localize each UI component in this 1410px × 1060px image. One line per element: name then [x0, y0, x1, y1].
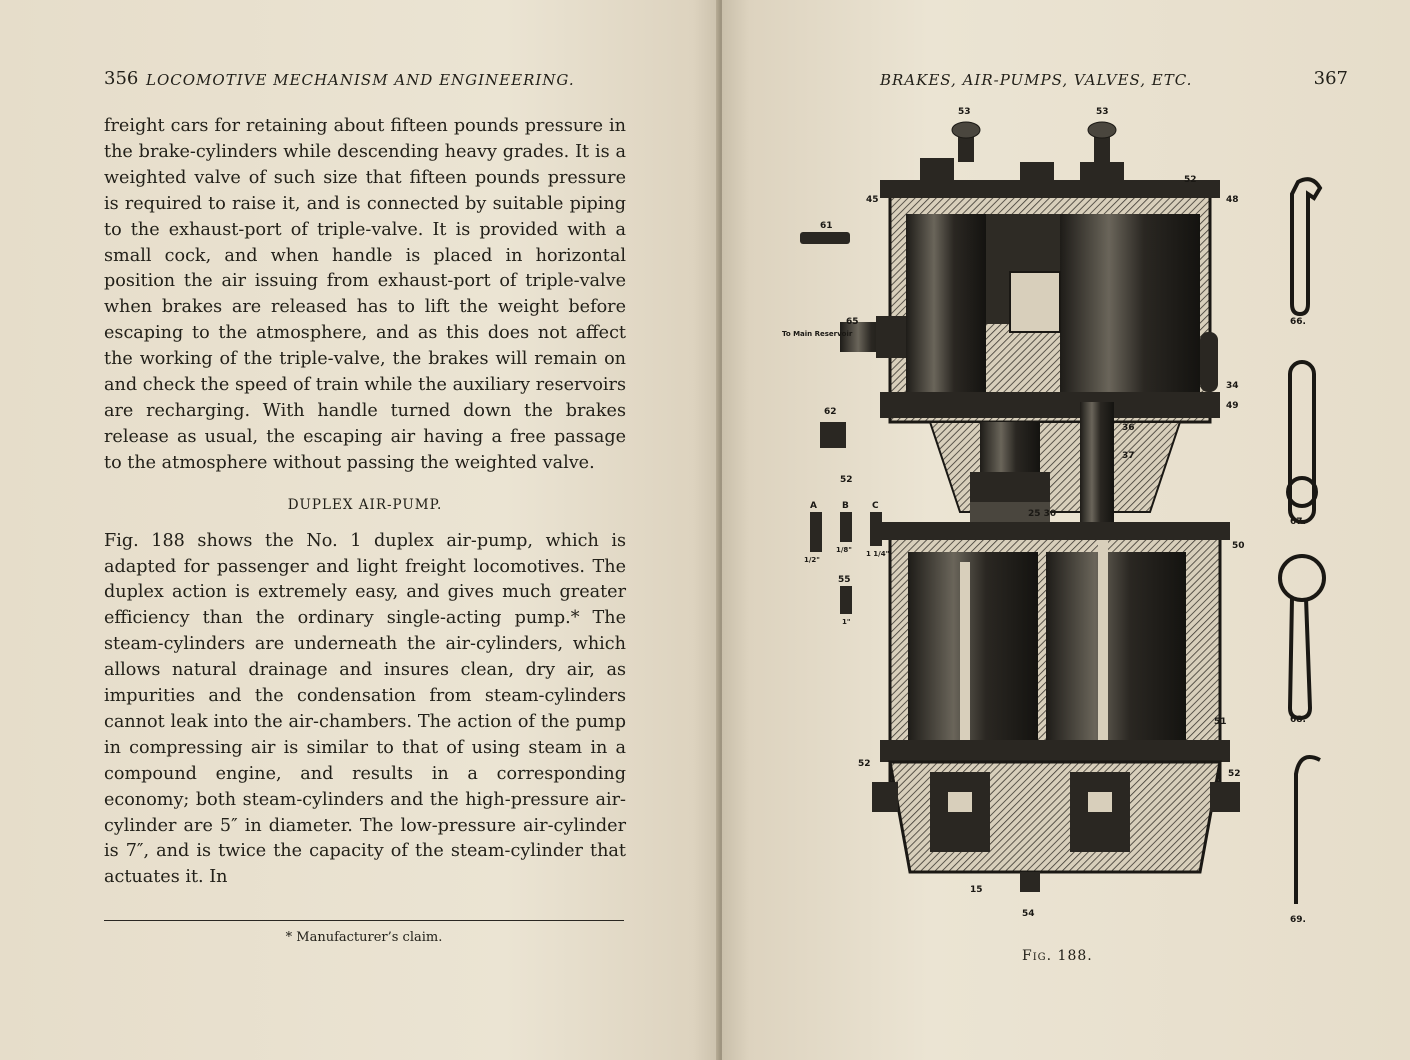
lower-steam-cylinders — [880, 522, 1230, 782]
right-running-title: BRAKES, AIR-PUMPS, VALVES, ETC. — [880, 71, 1193, 89]
wrench-set — [1280, 179, 1324, 904]
right-page — [722, 0, 1410, 1060]
label-49: 49 — [1226, 401, 1239, 411]
label-25-30: 25 30 — [1028, 509, 1057, 519]
label-65: 65 — [846, 317, 859, 327]
label-37: 37 — [1122, 451, 1135, 461]
label-wrench-68: 68. — [1290, 715, 1306, 725]
size-c: 1 1/4" — [866, 550, 890, 558]
label-50: 50 — [1232, 541, 1245, 551]
label-45: 45 — [866, 195, 879, 205]
paragraph-weighted-valve: freight cars for retaining about fifteen pounds pressure in the brake-cylinders while descending heavy grades. It is a weighted valve of such size that fifteen pounds pressure is required to raise it, and is connected by suitable piping to the exhaust-port of triple-valve. It is provided with a small cock, and when handle is placed in horizontal position the air issuing from exhaust-port of triple-valve when brakes are released has to lift the weight before escaping to the atmosphere, and as this does not affect the working of the triple-valve, the brakes will remain on and check the speed of train while the auxiliary reservoirs are recharging. With handle turned down the brakes release as usual, the escaping air having a free passage to the atmosphere without passing the weighted valve. — [104, 116, 626, 473]
label-54: 54 — [1022, 909, 1035, 919]
label-61: 61 — [820, 221, 833, 231]
label-a: A — [810, 501, 817, 511]
label-34: 34 — [1226, 381, 1239, 391]
section-heading: DUPLEX AIR-PUMP. — [287, 496, 443, 513]
left-page-number: 356 — [104, 68, 139, 89]
left-body-text — [104, 114, 626, 891]
label-52-right: 52 — [1228, 769, 1241, 779]
size-b: 1/8" — [836, 546, 852, 554]
air-pump-figure — [780, 92, 1380, 932]
label-53-left: 53 — [958, 107, 971, 117]
label-52-group: 52 — [840, 475, 853, 485]
paragraph-duplex-pump: Fig. 188 shows the No. 1 duplex air-pump, which is adapted for passenger and light freight locomotives. The duplex action is extremely easy, and gives much greater efficiency than the ordinary single-acting pump.* The steam-cylinders are underneath the air-cylinders, which allows natural drainage and insures clean, dry air, as impurities and the condensation from steam-cylinders cannot leak into the air-chambers. The action of the pump in compressing air is similar to that of using steam in a compound engine, and results in a corresponding economy; both steam-cylinders and the high-pressure air-cylinder are 5″ in diameter. The low-pressure air-cylinder is 7″, and is twice the capacity of the steam-cylinder that actuates it. In — [104, 530, 626, 888]
figure-caption: Fig. 188. — [1022, 948, 1093, 964]
footnote: * Manufacturer’s claim. — [285, 930, 443, 945]
label-wrench-69: 69. — [1290, 915, 1306, 925]
top-oil-cups — [920, 122, 1124, 184]
label-52-left: 52 — [858, 759, 871, 769]
label-55: 55 — [838, 575, 851, 585]
label-15: 15 — [970, 885, 983, 895]
left-running-title: LOCOMOTIVE MECHANISM AND ENGINEERING. — [146, 71, 575, 89]
label-53-right: 53 — [1096, 107, 1109, 117]
size-55: 1" — [842, 618, 851, 626]
footnote-rule — [104, 920, 624, 921]
label-b: B — [842, 501, 849, 511]
label-wrench-66: 66. — [1290, 317, 1306, 327]
upper-air-cylinders — [880, 180, 1220, 422]
air-pump-illustration — [780, 92, 1380, 932]
base-valve-chest — [872, 762, 1240, 892]
label-36: 36 — [1122, 423, 1135, 433]
right-page-number: 367 — [1313, 68, 1348, 89]
label-main-reservoir: To Main Reservoir — [782, 330, 853, 338]
label-wrench-67: 67. — [1290, 517, 1306, 527]
label-33: 51 — [1214, 717, 1227, 727]
size-a: 1/2" — [804, 556, 820, 564]
label-c: C — [872, 501, 879, 511]
label-62: 62 — [824, 407, 837, 417]
label-52-top: 52 — [1184, 175, 1197, 185]
label-48: 48 — [1226, 195, 1239, 205]
